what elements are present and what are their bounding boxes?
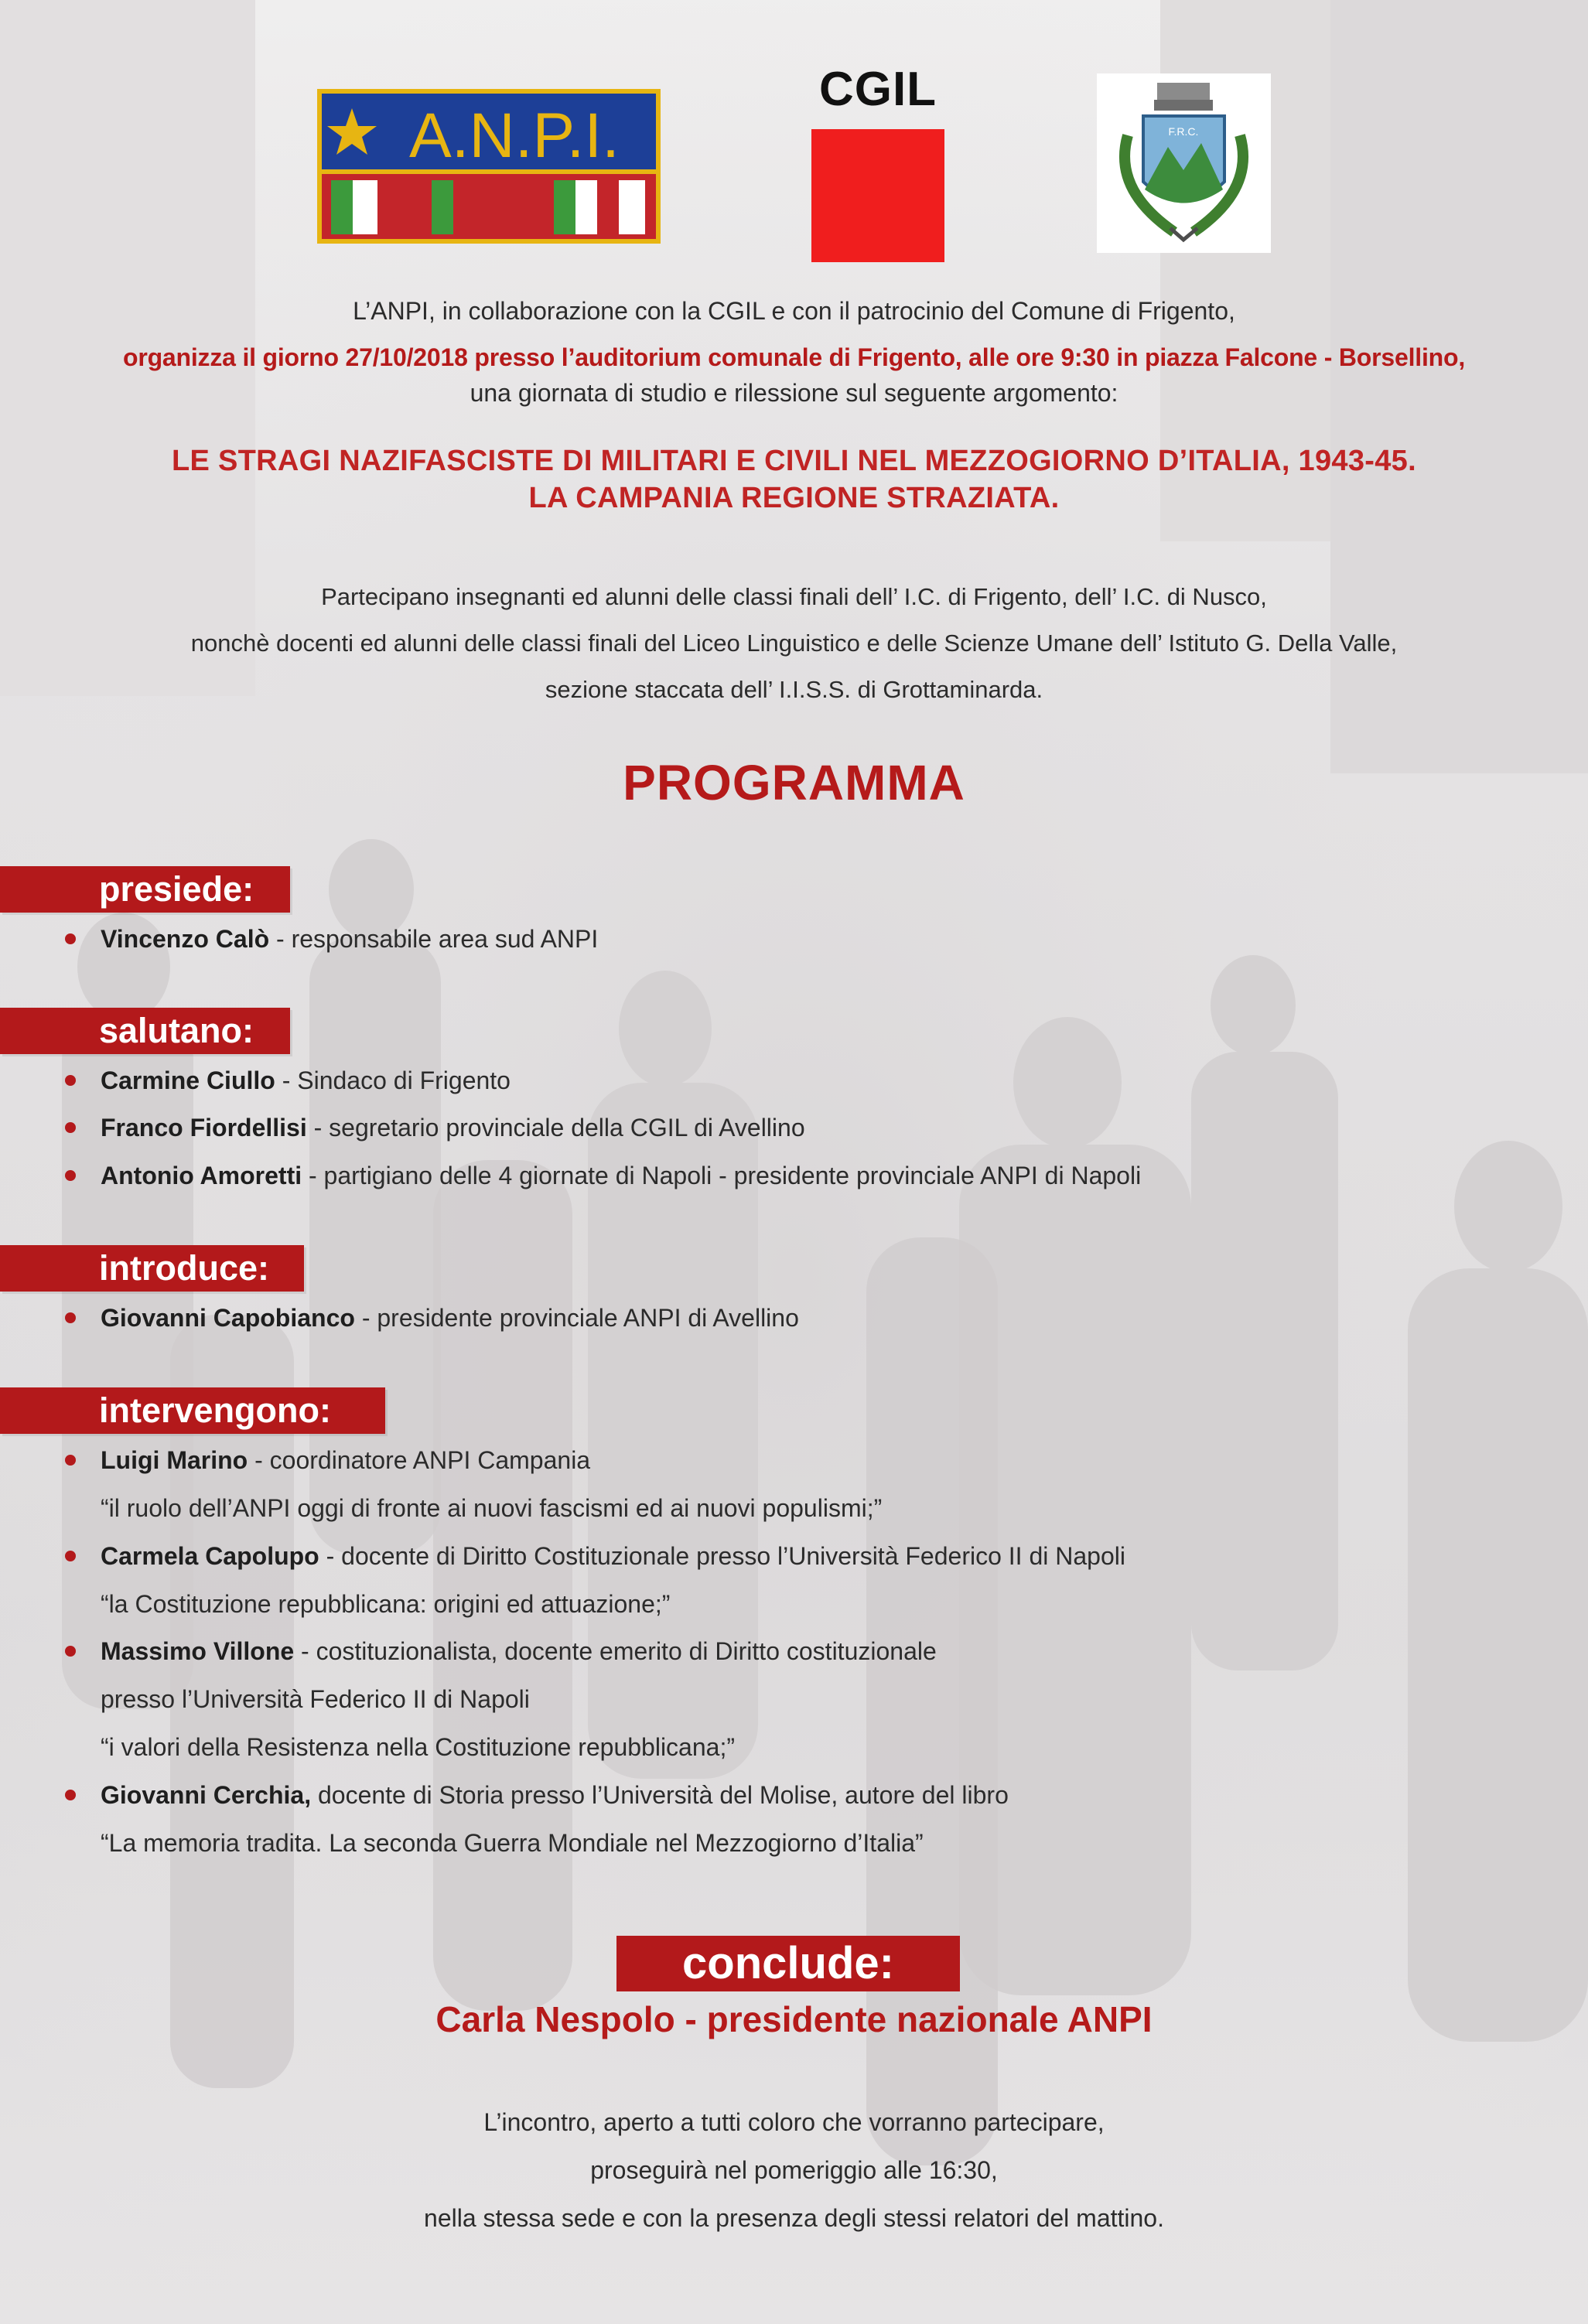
bullet-icon (65, 1646, 76, 1657)
talk-title: “la Costituzione repubblicana: origini ed attuazione;” (101, 1590, 671, 1618)
list-item (70, 1301, 799, 1335)
speaker-role: - docente di Diritto Costituzionale presso l’Università Federico II di Napoli (319, 1542, 1125, 1570)
bullet-icon (65, 1122, 76, 1133)
bullet-icon (65, 1790, 76, 1800)
list-item (70, 1063, 511, 1097)
list-item (70, 1539, 1125, 1573)
participants-line-2: nonchè docenti ed alunni delle classi finali del Liceo Linguistico e delle Scienze Umane dell’ Istituto G. Della Valle, (190, 630, 1398, 657)
closing-line-3: nella stessa sede e con la presenza degli stessi relatori del mattino. (424, 2204, 1164, 2232)
section-label: intervengono: (99, 1391, 331, 1430)
speaker-name: Carmela Capolupo (101, 1542, 319, 1570)
talk-title: “La memoria tradita. La seconda Guerra Mondiale nel Mezzogiorno d’Italia” (101, 1829, 924, 1857)
anpi-logo (317, 89, 661, 244)
speaker-name: Giovanni Capobianco (101, 1304, 355, 1332)
closing-line-1: L’incontro, aperto a tutti coloro che vorranno partecipare, (483, 2108, 1105, 2136)
bullet-icon (65, 1551, 76, 1561)
speaker-name: Carmine Ciullo (101, 1066, 275, 1094)
section-label: salutano: (99, 1011, 254, 1050)
speaker-name: Antonio Amoretti (101, 1162, 302, 1189)
section-label: introduce: (99, 1248, 269, 1288)
participants-line-1: Partecipano insegnanti ed alunni delle classi finali dell’ I.C. di Frigento, dell’ I.C. di Nusco, (321, 583, 1267, 610)
speaker-name: Massimo Villone (101, 1637, 295, 1665)
list-item (70, 1443, 590, 1477)
speaker-name: Vincenzo Calò (101, 925, 270, 953)
bullet-icon (65, 1170, 76, 1181)
speaker-role: - presidente provinciale ANPI di Avellino (354, 1304, 799, 1332)
list-item (70, 1159, 1141, 1193)
comune-crest-logo (1097, 73, 1271, 253)
bullet-icon (65, 1455, 76, 1466)
speaker-role: - Sindaco di Frigento (275, 1066, 511, 1094)
section-conclude (616, 1936, 960, 1991)
svg-text:F.R.C.: F.R.C. (1168, 125, 1199, 138)
speaker-role: - responsabile area sud ANPI (269, 925, 599, 953)
closing-line-2: proseguirà nel pomeriggio alle 16:30, (590, 2156, 998, 2184)
section-label: presiede: (99, 869, 254, 909)
event-title-line-2: LA CAMPANIA REGIONE STRAZIATA. (528, 482, 1060, 514)
cgil-red-square (811, 129, 944, 262)
closing-speaker: Carla Nespolo - presidente nazionale ANPI (435, 1999, 1153, 2039)
section-presiede (0, 866, 290, 913)
speaker-role: - coordinatore ANPI Campania (248, 1446, 591, 1474)
list-item (70, 1634, 937, 1668)
bullet-icon (65, 1312, 76, 1323)
bullet-icon (65, 1075, 76, 1086)
intro-line-3: una giornata di studio e rilessione sul seguente argomento: (470, 379, 1118, 407)
list-item (70, 1111, 805, 1145)
talk-title: “il ruolo dell’ANPI oggi di fronte ai nuovi fascismi ed ai nuovi populismi;” (101, 1494, 883, 1522)
bullet-icon (65, 933, 76, 944)
list-item (70, 1778, 1009, 1812)
svg-text:A.N.P.I.: A.N.P.I. (409, 101, 620, 171)
cgil-logo (808, 63, 948, 263)
speaker-name: Franco Fiordellisi (101, 1114, 307, 1142)
speaker-role-continued: presso l’Università Federico II di Napoli (101, 1685, 530, 1713)
section-label: conclude: (682, 1938, 894, 1988)
participants-line-3: sezione staccata dell’ I.I.S.S. di Grottaminarda. (545, 676, 1043, 703)
speaker-name: Giovanni Cerchia, (101, 1781, 312, 1809)
talk-title: “i valori della Resistenza nella Costituzione repubblicana;” (101, 1733, 735, 1761)
section-introduce (0, 1245, 304, 1292)
event-title-line-1: LE STRAGI NAZIFASCISTE DI MILITARI E CIVILI NEL MEZZOGIORNO D’ITALIA, 1943-45. (172, 445, 1416, 477)
programma-heading: PROGRAMMA (623, 755, 965, 810)
list-item (70, 922, 598, 956)
speaker-role: - partigiano delle 4 giornate di Napoli - presidente provinciale ANPI di Napoli (302, 1162, 1142, 1189)
intro-line-1: L’ANPI, in collaborazione con la CGIL e con il patrocinio del Comune di Frigento, (353, 297, 1235, 325)
speaker-name: Luigi Marino (101, 1446, 248, 1474)
section-intervengono (0, 1387, 385, 1434)
section-salutano (0, 1008, 290, 1054)
speaker-role: - segretario provinciale della CGIL di Avellino (306, 1114, 805, 1142)
intro-event-details: organizza il giorno 27/10/2018 presso l’auditorium comunale di Frigento, alle ore 9:30 in piazza Falcone - Borsellino, (122, 343, 1466, 371)
cgil-wordmark: CGIL (818, 63, 937, 116)
speaker-role: - costituzionalista, docente emerito di Diritto costituzionale (294, 1637, 937, 1665)
speaker-role: docente di Storia presso l’Università del Molise, autore del libro (311, 1781, 1009, 1809)
